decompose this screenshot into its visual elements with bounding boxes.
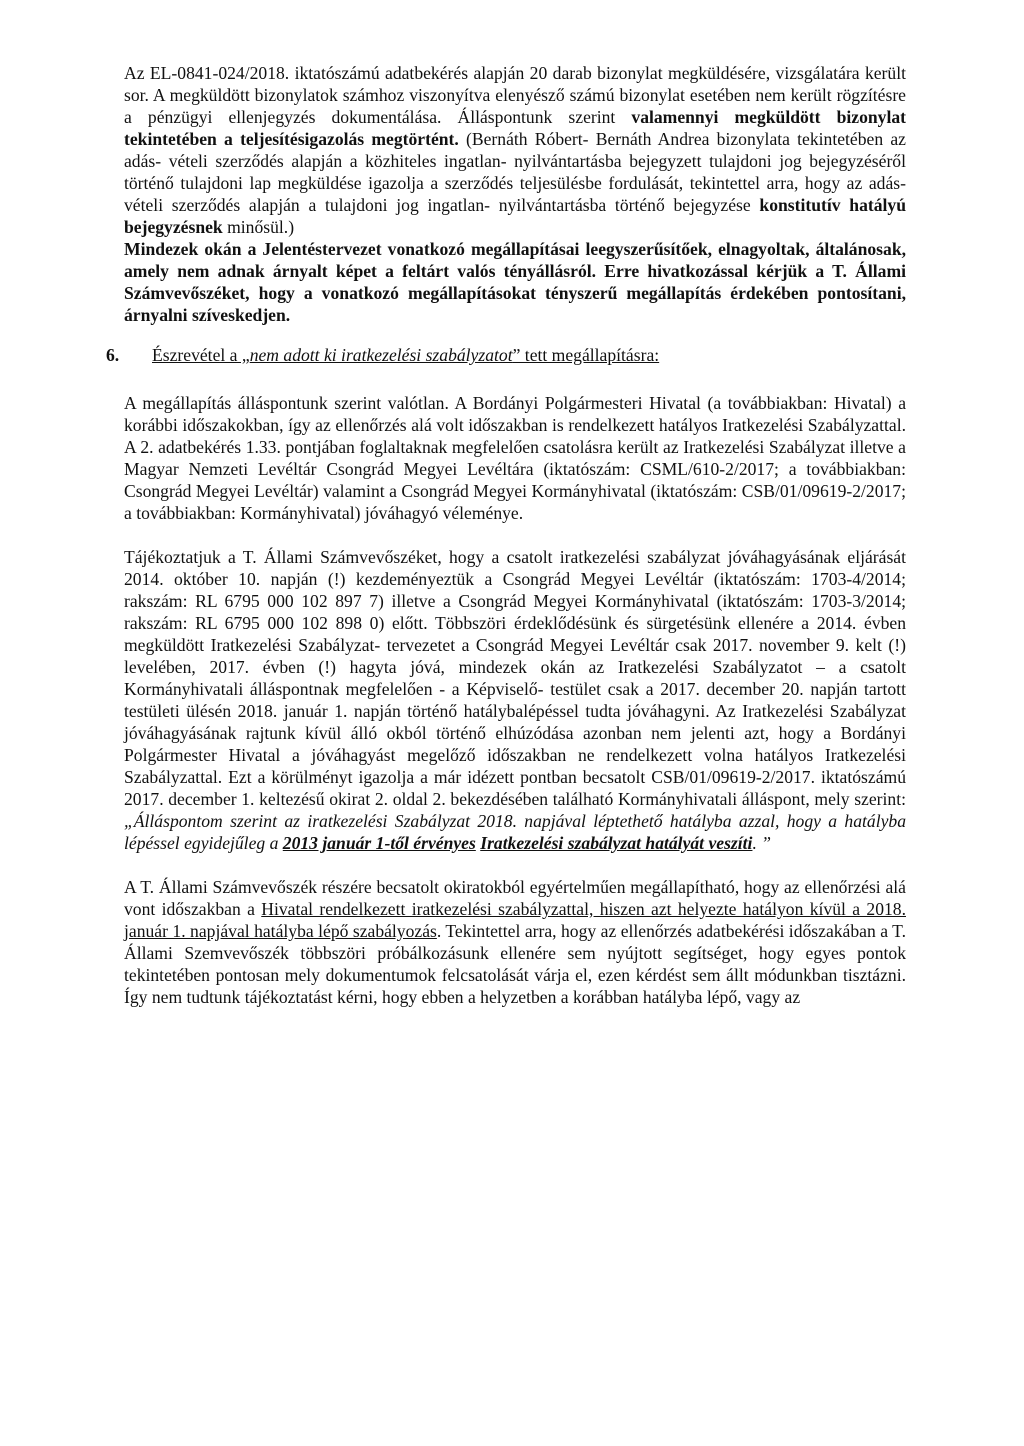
bold-conclusion: Mindezek okán a Jelentéstervezet vonatkozó megállapításai leegyszerűsítőek, elnagyoltak, általánosak, amely nem adnak árnyalt képet a feltárt valós tényállásról. Erre hivatkozással kérjük a T. Állami Számvevőszéket, hogy a vonatkozó megállapításokat tényszerű megállapítás érdekében pontosítani, árnyalni szíveskedjen.	[124, 239, 906, 325]
section-title-post: ” tett megállapításra:	[512, 345, 660, 365]
bold-term: konstitutív hatályú bejegyzésnek	[124, 195, 906, 237]
paragraph-okiratok	[124, 876, 906, 1008]
paragraph-megallapitas: A megállapítás álláspontunk szerint valótlan. A Bordányi Polgármesteri Hivatal (a továbbiakban: Hivatal) a korábbi időszakokban, így az ellenőrzés alá volt időszakban is rendelkezett hatályos Iratkezelési Szabályzattal. A 2. adatbekérés 1.33. pontjában foglaltaknak megfelelően csatolásra került az Iratkezelési Szabályzat illetve a Magyar Nemzeti Levéltár Csongrád Megyei Levéltára (iktatószám: CSML/610-2/2017; a továbbiakban: Csongrád Megyei Levéltár) valamint a Csongrád Megyei Kormányhivatal (iktatószám: CSB/01/09619-2/2017; a továbbiakban: Kormányhivatal) jóváhagyó véleménye.	[124, 393, 906, 523]
quote-emphasis: 2013 január 1-től érvényes	[282, 833, 476, 853]
section-title	[152, 345, 659, 365]
document-page	[106, 62, 906, 1008]
paragraph-text: Tájékoztatjuk a T. Állami Számvevőszéket, hogy a csatolt iratkezelési szabályzat jóváhagyásának eljárását 2014. október 10. napján (!) kezdeményeztük a Csongrád Megyei Levéltár (iktatószám: 1703-4/2014; rakszám: RL 6795 000 102 897 7) illetve a Csongrád Megyei Kormányhivatal (iktatószám: 1703-3/2014; rakszám: RL 6795 000 102 898 0) előtt. Többszöri érdeklődésünk és sürgetésünk ellenére a 2014. évben megküldött Iratkezelési Szabályzat- tervezetet a Csongrád Megyei Levéltár csak 2017. november 9. kelt (!) levelében, 2017. évben (!) hagyta jóvá, mindezek okán az Iratkezelési Szabályzatot – a csatolt Kormányhivatali álláspontnak megfelelően - a Képviselő- testület csak a 2017. december 20. napján tartott testületi ülésén 2018. január 1. napján történő hatálybalépéssel tudta jóváhagyni. Az Iratkezelési Szabályzat jóváhagyásának rajtunk kívül álló okból történő elhúzódása azonban nem jelenti azt, hogy a Bordányi Polgármester Hivatal a jóváhagyást megelőző időszakban ne rendelkezett volna hatályos Iratkezelési Szabályzattal. Ezt a körülményt igazolja a már idézett pontban becsatolt CSB/01/09619-2/2017. iktatószámú 2017. december 1. keltezésű okirat 2. oldal 2. bekezdésében található Kormányhivatali álláspont, mely szerint:	[124, 547, 906, 809]
section-title-pre: Észrevétel a „	[152, 345, 250, 365]
paragraph-bizonylatok	[124, 62, 906, 326]
paragraph-tajekoztatjuk	[124, 546, 906, 854]
quote-italic: . ”	[752, 833, 772, 853]
paragraph-text: minősül.)	[222, 217, 295, 237]
paragraph-text: . Tekintettel arra, hogy az ellenőrzés adatbekérési időszakában a T. Állami Szemvevőszék többszöri próbálkozásunk ellenére sem nyújtott segítséget, hogy egyes pontok tekintetében pontosan mely dokumentumok felcsatolását várja el, ezen kérdést sem állt módunkban tisztázni. Így nem tudtunk tájékoztatást kérni, hogy ebben a helyzetben a korábban hatályba lépő, vagy az	[124, 921, 906, 1007]
section-title-italic: nem adott ki iratkezelési szabályzatot	[249, 345, 513, 365]
quote-emphasis: Iratkezelési szabályzat hatályát veszíti	[480, 833, 753, 853]
section-number: 6.	[106, 345, 120, 365]
section-6-heading	[106, 344, 906, 366]
underlined-statement: Hivatal rendelkezett iratkezelési szabályzattal, hiszen azt helyezte hatályon kívül a 2018. január 1. napjával hatályba lépő szabályozás	[124, 899, 906, 941]
paragraph-text: A T. Állami Számvevőszék részére becsatolt okiratokból egyértelműen megállapítható, hogy az ellenőrzési alá vont időszakban a	[124, 877, 906, 919]
paragraph-text: Az EL-0841-024/2018. iktatószámú adatbekérés alapján 20 darab bizonylat megküldésére, vizsgálatára került sor. A megküldött bizonylatok számhoz viszonyítva elenyésző számú bizonylat esetében nem került rögzítésre a pénzügyi ellenjegyzés dokumentálása. Álláspontunk szerint	[124, 63, 906, 127]
bold-statement: valamennyi megküldött bizonylat tekintetében a teljesítésigazolás megtörtént.	[124, 107, 906, 149]
quote-italic: „Álláspontom szerint az iratkezelési Szabályzat 2018. napjával léptethető hatályba azzal, hogy a hatályba lépéssel egyidejűleg a	[124, 811, 906, 853]
paragraph-text: (Bernáth Róbert- Bernáth Andrea bizonylata tekintetében az adás- vételi szerződés alapján a közhiteles ingatlan- nyilvántartásba bejegyzett tulajdoni jog bejegyzéséről történő tulajdoni lap megküldése igazolja a szerződés teljesülésbe fordulását, tekintettel arra, hogy az adás- vételi szerződés alapján a tulajdoni jog ingatlan- nyilvántartásba történő bejegyzése	[124, 129, 906, 215]
